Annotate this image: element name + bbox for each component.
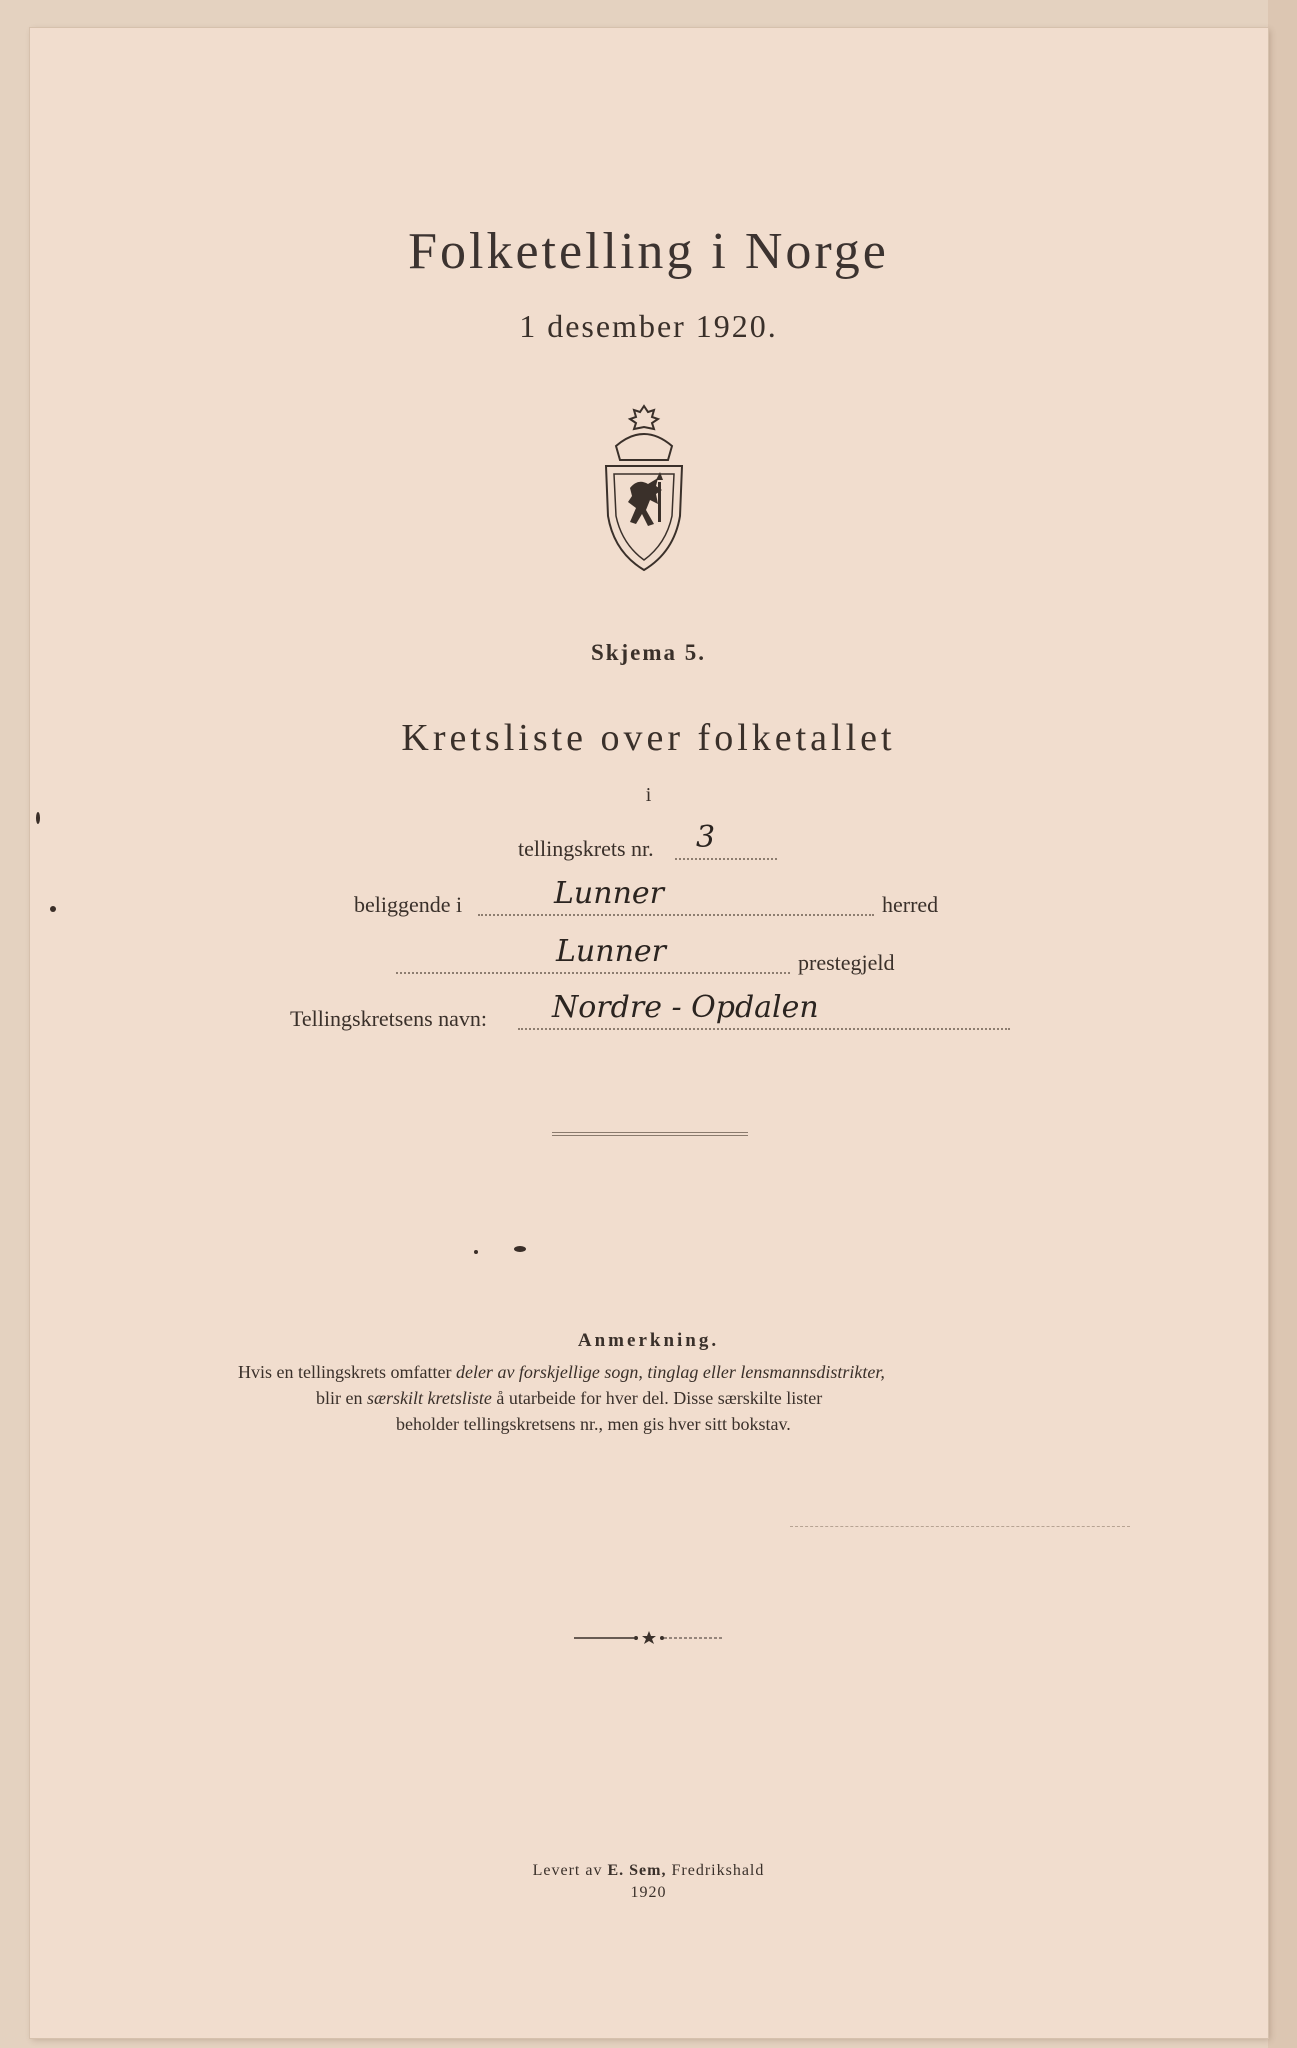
krets-name-line <box>518 1028 1010 1030</box>
krets-number-value: 3 <box>696 820 716 855</box>
prestegjeld-value: Lunner <box>556 934 666 969</box>
krets-name-value: Nordre - Opdalen <box>552 990 819 1025</box>
note-line-3: beholder tellingskretsens nr., men gis hver sitt bokstav. <box>396 1414 791 1434</box>
census-date: 1 desember 1920. <box>519 308 778 344</box>
herred-line <box>478 914 874 916</box>
note-line-1: Hvis en tellingskrets omfatter deler av forskjellige sogn, tinglag eller lensmannsdistrikter, <box>238 1362 885 1382</box>
herred-value: Lunner <box>554 876 664 911</box>
page-title: Folketelling i Norge <box>408 223 889 280</box>
prestegjeld-label: prestegjeld <box>798 950 895 975</box>
ink-speck <box>36 812 40 824</box>
beliggende-label: beliggende i <box>354 892 463 917</box>
divider-rule <box>552 1132 748 1136</box>
krets-number-label: tellingskrets nr. <box>518 836 654 861</box>
note-title: Anmerkning. <box>577 1330 720 1351</box>
prestegjeld-line <box>396 972 790 974</box>
ink-speck <box>514 1246 526 1252</box>
krets-number-line <box>675 858 777 860</box>
faint-mark-line <box>790 1526 1130 1527</box>
herred-label: herred <box>882 892 939 917</box>
note-line-2: blir en særskilt kretsliste å utarbeide for hver del. Disse særskilte lister <box>316 1388 823 1408</box>
star-divider-icon <box>574 1628 724 1648</box>
schema-number: Skjema 5. <box>590 640 707 665</box>
form-heading: Kretsliste over folketallet <box>401 717 896 759</box>
krets-name-label: Tellingskretsens navn: <box>290 1006 488 1031</box>
printer-year: 1920 <box>630 1884 667 1901</box>
ink-speck <box>474 1250 478 1254</box>
printer-credit: Levert av E. Sem, Fredrikshald <box>532 1862 765 1879</box>
coat-of-arms-icon <box>596 402 692 574</box>
ink-speck <box>50 906 56 912</box>
preposition-text: i <box>645 784 652 806</box>
